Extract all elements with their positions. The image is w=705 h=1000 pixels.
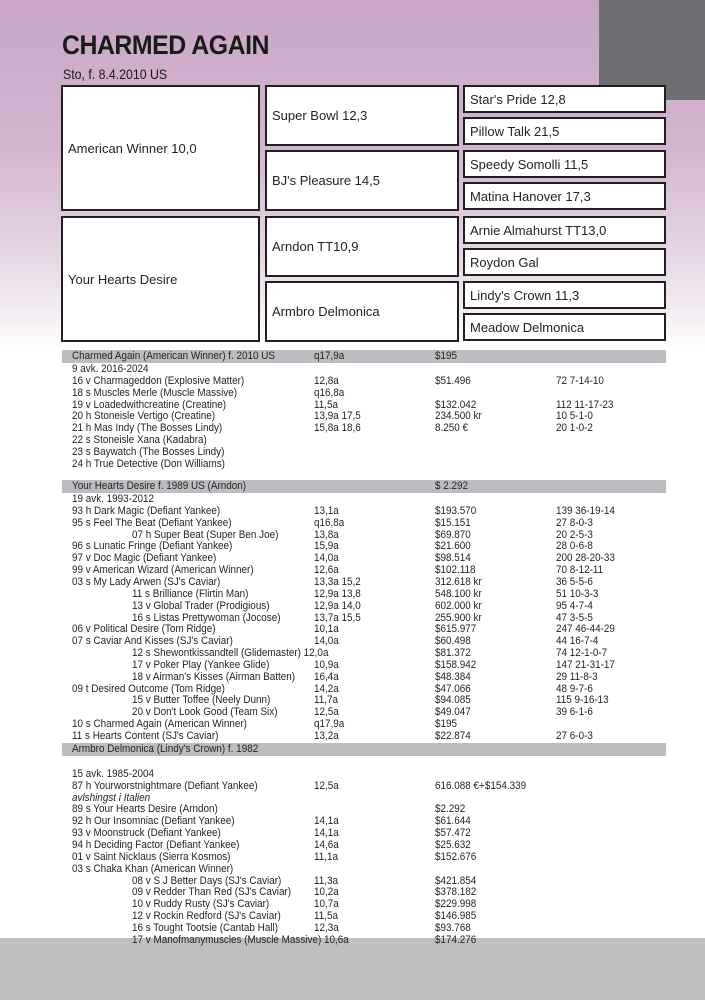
cell-earnings: 616.088 €+$154.339 bbox=[435, 779, 527, 792]
cell-record: 14,2a bbox=[314, 682, 339, 695]
cell-record: 10,2a bbox=[314, 886, 339, 899]
cell-name: 18 v Airman's Kisses (Airman Batten) bbox=[132, 670, 296, 683]
cell-name: 09 t Desired Outcome (Tom Ridge) bbox=[72, 682, 225, 695]
cell-record: 15,9a bbox=[314, 540, 339, 553]
cell-earnings: $57.472 bbox=[435, 827, 471, 840]
table-row bbox=[72, 863, 662, 875]
cell-stats: 27 8-0-3 bbox=[556, 516, 593, 529]
cell-record: 11,3a bbox=[314, 874, 339, 887]
table-row bbox=[72, 922, 662, 934]
pedigree-dam-dam: Armbro Delmonica bbox=[265, 281, 459, 342]
table-row bbox=[72, 552, 662, 564]
cell-stats: 27 6-0-3 bbox=[556, 730, 593, 742]
cell-earnings: 8.250 € bbox=[435, 422, 469, 435]
cell-earnings: $21.600 bbox=[435, 540, 471, 553]
cell-record: 14,0a bbox=[314, 552, 339, 565]
table-row bbox=[72, 623, 662, 635]
cell-record: 14,6a bbox=[314, 838, 339, 851]
cell-earnings: $61.644 bbox=[435, 815, 471, 828]
cell-earnings: $229.998 bbox=[435, 898, 477, 911]
cell-name: 09 v Redder Than Red (SJ's Caviar) bbox=[132, 886, 292, 899]
cell-name: 93 h Dark Magic (Defiant Yankee) bbox=[72, 504, 221, 517]
cell-record: 10,7a bbox=[314, 898, 339, 911]
table-row bbox=[72, 647, 662, 659]
table-row bbox=[72, 387, 662, 399]
cell-record: 13,3a 15,2 bbox=[314, 575, 361, 588]
footer-band bbox=[0, 938, 705, 1000]
cell-name: 89 s Your Hearts Desire (Arndon) bbox=[72, 803, 218, 816]
table-row bbox=[72, 694, 662, 706]
cell-name: 12 s Shewontkissandtell (Glidemaster) 12,0a bbox=[132, 647, 329, 660]
cell-name: 16 v Charmageddon (Explosive Matter) bbox=[72, 374, 245, 387]
cell-name: 19 v Loadedwithcreatine (Creatine) bbox=[72, 398, 227, 411]
cell-record: 12,9a 14,0 bbox=[314, 599, 361, 612]
pedigree-sire: American Winner 10,0 bbox=[61, 85, 260, 211]
cell-name: 95 s Feel The Beat (Defiant Yankee) bbox=[72, 516, 232, 529]
cell-stats: 20 2-5-3 bbox=[556, 528, 593, 541]
cell-name: 19 avk. 1993-2012 bbox=[72, 493, 155, 505]
cell-earnings: $94.085 bbox=[435, 694, 471, 707]
table-row bbox=[72, 493, 662, 505]
table-row bbox=[72, 910, 662, 922]
cell-earnings: $421.854 bbox=[435, 874, 477, 887]
section-header-earnings: $ 2.292 bbox=[435, 480, 469, 492]
cell-name: 10 v Ruddy Rusty (SJ's Caviar) bbox=[132, 898, 270, 911]
cell-earnings: $615.977 bbox=[435, 623, 477, 636]
cell-name: 03 s Chaka Khan (American Winner) bbox=[72, 862, 234, 875]
section-header-record: q17,9a bbox=[314, 350, 345, 362]
table-row bbox=[72, 851, 662, 863]
table-row bbox=[72, 780, 662, 792]
cell-earnings: $146.985 bbox=[435, 910, 477, 923]
table-row bbox=[72, 803, 662, 815]
table-row bbox=[72, 363, 662, 375]
pedigree-dds: Lindy's Crown 11,3 bbox=[463, 281, 666, 309]
table-row bbox=[72, 768, 662, 780]
table-row bbox=[72, 706, 662, 718]
cell-name: 97 v Doc Magic (Defiant Yankee) bbox=[72, 552, 217, 565]
cell-stats: 72 7-14-10 bbox=[556, 374, 604, 387]
table-row bbox=[72, 588, 662, 600]
cell-stats: 20 1-0-2 bbox=[556, 422, 593, 435]
cell-earnings: 312.618 kr bbox=[435, 575, 482, 588]
pedigree-sdd: Matina Hanover 17,3 bbox=[463, 182, 666, 210]
table-row bbox=[72, 635, 662, 647]
cell-earnings: $22.874 bbox=[435, 730, 471, 742]
cell-earnings: $60.498 bbox=[435, 635, 471, 648]
pedigree-sire-sire: Super Bowl 12,3 bbox=[265, 85, 459, 146]
table-row bbox=[72, 422, 662, 434]
section-header-name: Charmed Again (American Winner) f. 2010 US bbox=[72, 350, 276, 362]
cell-name: 07 s Caviar And Kisses (SJ's Caviar) bbox=[72, 635, 233, 648]
cell-name: avlshingst i Italien bbox=[72, 791, 151, 804]
cell-stats: 36 5-5-6 bbox=[556, 575, 593, 588]
cell-record: 13,2a bbox=[314, 730, 339, 742]
cell-stats: 39 6-1-6 bbox=[556, 706, 593, 719]
cell-stats: 48 9-7-6 bbox=[556, 682, 593, 695]
cell-stats: 139 36-19-14 bbox=[556, 504, 615, 517]
table-row bbox=[72, 612, 662, 624]
cell-record: 16,4a bbox=[314, 670, 339, 683]
cell-earnings: $25.632 bbox=[435, 838, 471, 851]
cell-earnings: $158.942 bbox=[435, 658, 477, 671]
table-row bbox=[72, 756, 662, 768]
cell-record: 11,5a bbox=[314, 910, 339, 923]
table-row bbox=[72, 399, 662, 411]
cell-name: 20 h Stoneisle Vertigo (Creatine) bbox=[72, 410, 216, 423]
cell-record: 11,7a bbox=[314, 694, 339, 707]
cell-record: 10,1a bbox=[314, 623, 339, 636]
cell-record: q17,9a bbox=[314, 718, 345, 731]
page-subtitle: Sto, f. 8.4.2010 US bbox=[63, 66, 168, 82]
cell-stats: 115 9-16-13 bbox=[556, 694, 609, 707]
cell-name: 96 s Lunatic Fringe (Defiant Yankee) bbox=[72, 540, 233, 553]
pedigree-dam: Your Hearts Desire bbox=[61, 216, 260, 342]
cell-earnings: $152.676 bbox=[435, 850, 477, 863]
cell-earnings: $193.570 bbox=[435, 504, 477, 517]
cell-earnings: $2.292 bbox=[435, 803, 466, 816]
cell-stats: 10 5-1-0 bbox=[556, 410, 593, 423]
cell-record: 14,1a bbox=[314, 815, 339, 828]
cell-name: 13 v Global Trader (Prodigious) bbox=[132, 599, 270, 612]
table-row bbox=[72, 564, 662, 576]
table-row bbox=[72, 898, 662, 910]
cell-record: 13,7a 15,5 bbox=[314, 611, 361, 624]
cell-name: 99 v American Wizard (American Winner) bbox=[72, 564, 254, 577]
table-row bbox=[72, 886, 662, 898]
cell-record: q16,8a bbox=[314, 516, 345, 529]
cell-stats: 200 28-20-33 bbox=[556, 552, 615, 565]
section-header-name: Armbro Delmonica (Lindy's Crown) f. 1982 bbox=[72, 743, 259, 755]
cell-record: 13,9a 17,5 bbox=[314, 410, 361, 423]
cell-earnings: $51.496 bbox=[435, 374, 471, 387]
cell-name: 07 h Super Beat (Super Ben Joe) bbox=[132, 528, 279, 541]
cell-stats: 70 8-12-11 bbox=[556, 564, 604, 577]
cell-earnings: $132.042 bbox=[435, 398, 477, 411]
table-row bbox=[72, 934, 662, 946]
cell-name: 16 s Tought Tootsie (Cantab Hall) bbox=[132, 921, 279, 934]
cell-earnings: $49.047 bbox=[435, 706, 471, 719]
cell-stats: 112 11-17-23 bbox=[556, 398, 614, 411]
table-row bbox=[72, 434, 662, 446]
section-header-name: Your Hearts Desire f. 1989 US (Arndon) bbox=[72, 480, 247, 492]
cell-record: 11,5a bbox=[314, 398, 339, 411]
cell-name: 18 s Muscles Merle (Muscle Massive) bbox=[72, 386, 238, 399]
table-row bbox=[72, 446, 662, 458]
cell-name: 17 v Poker Play (Yankee Glide) bbox=[132, 658, 270, 671]
cell-stats: 47 3-5-5 bbox=[556, 611, 593, 624]
cell-name: 20 v Don't Look Good (Team Six) bbox=[132, 706, 278, 719]
pedigree-dss: Arnie Almahurst TT13,0 bbox=[463, 216, 666, 244]
table-row bbox=[72, 540, 662, 552]
cell-name: 11 s Brilliance (Flirtin Man) bbox=[132, 587, 249, 600]
table-row bbox=[72, 792, 662, 804]
cell-earnings: 234.500 kr bbox=[435, 410, 482, 423]
table-row bbox=[72, 375, 662, 387]
cell-stats: 74 12-1-0-7 bbox=[556, 647, 608, 660]
table-row bbox=[72, 827, 662, 839]
pedigree-ssd: Pillow Talk 21,5 bbox=[463, 117, 666, 145]
cell-name: 17 v Manofmanymuscles (Muscle Massive) 10,6a bbox=[132, 933, 349, 946]
cell-stats: 247 46-44-29 bbox=[556, 623, 615, 636]
cell-record: q16,8a bbox=[314, 386, 345, 399]
table-row bbox=[72, 659, 662, 671]
cell-earnings: $195 bbox=[435, 718, 458, 731]
cell-name: 93 v Moonstruck (Defiant Yankee) bbox=[72, 827, 221, 840]
cell-earnings: $102.118 bbox=[435, 564, 476, 577]
cell-earnings: $93.768 bbox=[435, 921, 471, 934]
cell-earnings: $378.182 bbox=[435, 886, 477, 899]
cell-record: 12,8a bbox=[314, 374, 339, 387]
table-row bbox=[72, 671, 662, 683]
table-row bbox=[72, 458, 662, 470]
section-header-offspring bbox=[62, 350, 666, 363]
pedigree-sds: Speedy Somolli 11,5 bbox=[463, 150, 666, 178]
cell-record: 14,0a bbox=[314, 635, 339, 648]
cell-earnings: $47.066 bbox=[435, 682, 471, 695]
cell-name: 03 s My Lady Arwen (SJ's Caviar) bbox=[72, 575, 221, 588]
cell-name: 12 v Rockin Redford (SJ's Caviar) bbox=[132, 910, 281, 923]
cell-record: 13,1a bbox=[314, 504, 339, 517]
cell-record: 10,9a bbox=[314, 658, 339, 671]
cell-record: 12,9a 13,8 bbox=[314, 587, 361, 600]
cell-name: 01 v Saint Nicklaus (Sierra Kosmos) bbox=[72, 850, 231, 863]
table-row bbox=[72, 529, 662, 541]
cell-earnings: $174.276 bbox=[435, 933, 477, 946]
table-row bbox=[72, 576, 662, 588]
section-header-earnings: $195 bbox=[435, 350, 458, 362]
cell-record: 15,8a 18,6 bbox=[314, 422, 361, 435]
cell-record: 12,3a bbox=[314, 921, 339, 934]
cell-earnings: 548.100 kr bbox=[435, 587, 482, 600]
cell-earnings: $69.870 bbox=[435, 528, 471, 541]
pedigree-dsd: Roydon Gal bbox=[463, 248, 666, 276]
page-title: CHARMED AGAIN bbox=[62, 30, 269, 60]
cell-stats: 51 10-3-3 bbox=[556, 587, 599, 600]
cell-stats: 44 16-7-4 bbox=[556, 635, 599, 648]
table-row bbox=[72, 730, 662, 742]
cell-record: 12,5a bbox=[314, 706, 339, 719]
cell-earnings: 255.900 kr bbox=[435, 611, 482, 624]
cell-earnings: 602.000 kr bbox=[435, 599, 482, 612]
cell-stats: 28 0-6-8 bbox=[556, 540, 593, 553]
cell-earnings: $48.384 bbox=[435, 670, 471, 683]
pedigree-dam-sire: Arndon TT10,9 bbox=[265, 216, 459, 277]
cell-name: 06 v Political Desire (Tom Ridge) bbox=[72, 623, 216, 636]
cell-record: 12,5a bbox=[314, 779, 339, 792]
table-row bbox=[72, 410, 662, 422]
pedigree-ddd: Meadow Delmonica bbox=[463, 313, 666, 341]
cell-record: 13,8a bbox=[314, 528, 339, 541]
cell-name: 21 h Mas Indy (The Bosses Lindy) bbox=[72, 422, 223, 435]
cell-name: 16 s Listas Prettywoman (Jocose) bbox=[132, 611, 281, 624]
cell-name: 24 h True Detective (Don Williams) bbox=[72, 457, 225, 470]
cell-name: 10 s Charmed Again (American Winner) bbox=[72, 718, 247, 731]
table-row bbox=[72, 718, 662, 730]
table-row bbox=[72, 683, 662, 695]
cell-name: 11 s Hearts Content (SJ's Caviar) bbox=[72, 730, 219, 742]
cell-earnings: $15.151 bbox=[435, 516, 471, 529]
cell-stats: 147 21-31-17 bbox=[556, 658, 615, 671]
table-row bbox=[72, 839, 662, 851]
table-row bbox=[72, 815, 662, 827]
cell-earnings: $98.514 bbox=[435, 552, 471, 565]
cell-name: 15 avk. 1985-2004 bbox=[72, 767, 155, 780]
section-header-granddam bbox=[62, 743, 666, 756]
cell-name: 08 v S J Better Days (SJ's Caviar) bbox=[132, 874, 282, 887]
table-row bbox=[72, 600, 662, 612]
table-row bbox=[72, 505, 662, 517]
cell-name: 87 h Yourworstnightmare (Defiant Yankee) bbox=[72, 779, 258, 792]
cell-record: 12,6a bbox=[314, 564, 339, 577]
cell-stats: 29 11-8-3 bbox=[556, 670, 598, 683]
cell-name: 92 h Our Insomniac (Defiant Yankee) bbox=[72, 815, 235, 828]
section-header-dam bbox=[62, 480, 666, 493]
cell-name: 23 s Baywatch (The Bosses Lindy) bbox=[72, 445, 225, 458]
table-row bbox=[72, 517, 662, 529]
cell-stats: 95 4-7-4 bbox=[556, 599, 593, 612]
pedigree-sss: Star's Pride 12,8 bbox=[463, 85, 666, 113]
cell-name: 9 avk. 2016-2024 bbox=[72, 363, 149, 375]
cell-name: 94 h Deciding Factor (Defiant Yankee) bbox=[72, 838, 240, 851]
table-row bbox=[72, 875, 662, 887]
cell-record: 14,1a bbox=[314, 827, 339, 840]
cell-name: 22 s Stoneisle Xana (Kadabra) bbox=[72, 434, 207, 447]
cell-earnings: $81.372 bbox=[435, 647, 471, 660]
cell-record: 11,1a bbox=[314, 850, 339, 863]
pedigree-sire-dam: BJ's Pleasure 14,5 bbox=[265, 150, 459, 211]
cell-name: 15 v Butter Toffee (Neely Dunn) bbox=[132, 694, 271, 707]
